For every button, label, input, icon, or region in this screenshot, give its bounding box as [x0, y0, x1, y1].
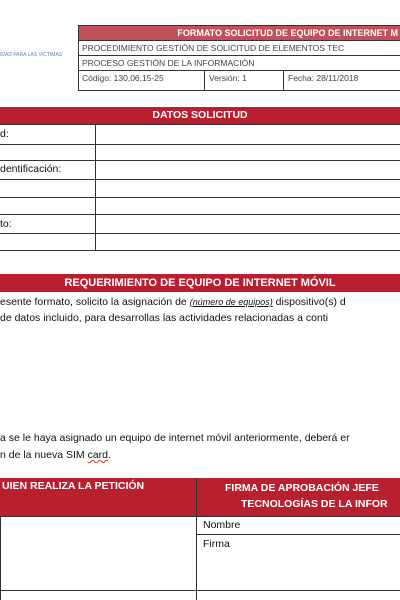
firma-solicitante-header: UIEN REALIZA LA PETICIÓN: [0, 478, 196, 516]
datos-label-identificacion: dentificación:: [0, 163, 62, 175]
datos-field-4[interactable]: [96, 180, 400, 197]
datos-label-cargo: to:: [0, 218, 12, 230]
nota-line-2: n de la nueva SIM card.: [0, 449, 111, 461]
requerimiento-title: REQUERIMIENTO DE EQUIPO DE INTERNET MÓVIL: [0, 274, 400, 292]
procedure-name: PROCEDIMIENTO GESTIÓN DE SOLICITUD DE ELEMENTOS TEC: [82, 43, 345, 53]
numero-equipos-placeholder[interactable]: (número de equipos): [189, 297, 273, 307]
doc-version: Versión: 1: [209, 73, 247, 83]
datos-field-cargo[interactable]: [96, 215, 400, 233]
firma-label: Firma: [203, 538, 230, 550]
datos-field-2[interactable]: [96, 145, 400, 160]
datos-field-identificacion[interactable]: [96, 161, 400, 179]
requerimiento-text-line-2: de datos incluido, para desarrollas las actividades relacionadas a conti: [0, 312, 329, 324]
process-name: PROCESO GESTIÓN DE LA INFORMACIÓN: [82, 58, 255, 68]
nombre-field[interactable]: [245, 517, 400, 534]
datos-field-5[interactable]: [96, 198, 400, 214]
format-title: FORMATO SOLICITUD DE EQUIPO DE INTERNET M: [79, 26, 400, 40]
datos-solicitud-title: DATOS SOLICITUD: [0, 107, 400, 124]
doc-code: Código: 130,06,15-25: [82, 73, 164, 83]
nota-line-1: a se le haya asignado un equipo de internet móvil anteriormente, deberá er: [0, 432, 350, 444]
datos-label-1: d:: [0, 128, 9, 140]
doc-date: Fecha: 28/11/2018: [288, 73, 359, 83]
requerimiento-text-line-1: esente formato, solicito la asignación de (número de equipos) dispositivo(s) d: [0, 296, 346, 308]
firma-aprobacion-header: FIRMA DE APROBACIÓN JEFE TECNOLOGÍAS DE LA INFOR: [197, 478, 400, 516]
firma-field[interactable]: [235, 535, 400, 590]
datos-field-1[interactable]: [96, 125, 400, 144]
datos-field-7[interactable]: [96, 234, 400, 250]
logo-area: [0, 26, 78, 56]
solicitante-signature-area[interactable]: [1, 517, 196, 590]
nombre-label: Nombre: [203, 519, 241, 531]
logo-text: IDAD PARA LAS VICTIMAS: [0, 52, 63, 58]
